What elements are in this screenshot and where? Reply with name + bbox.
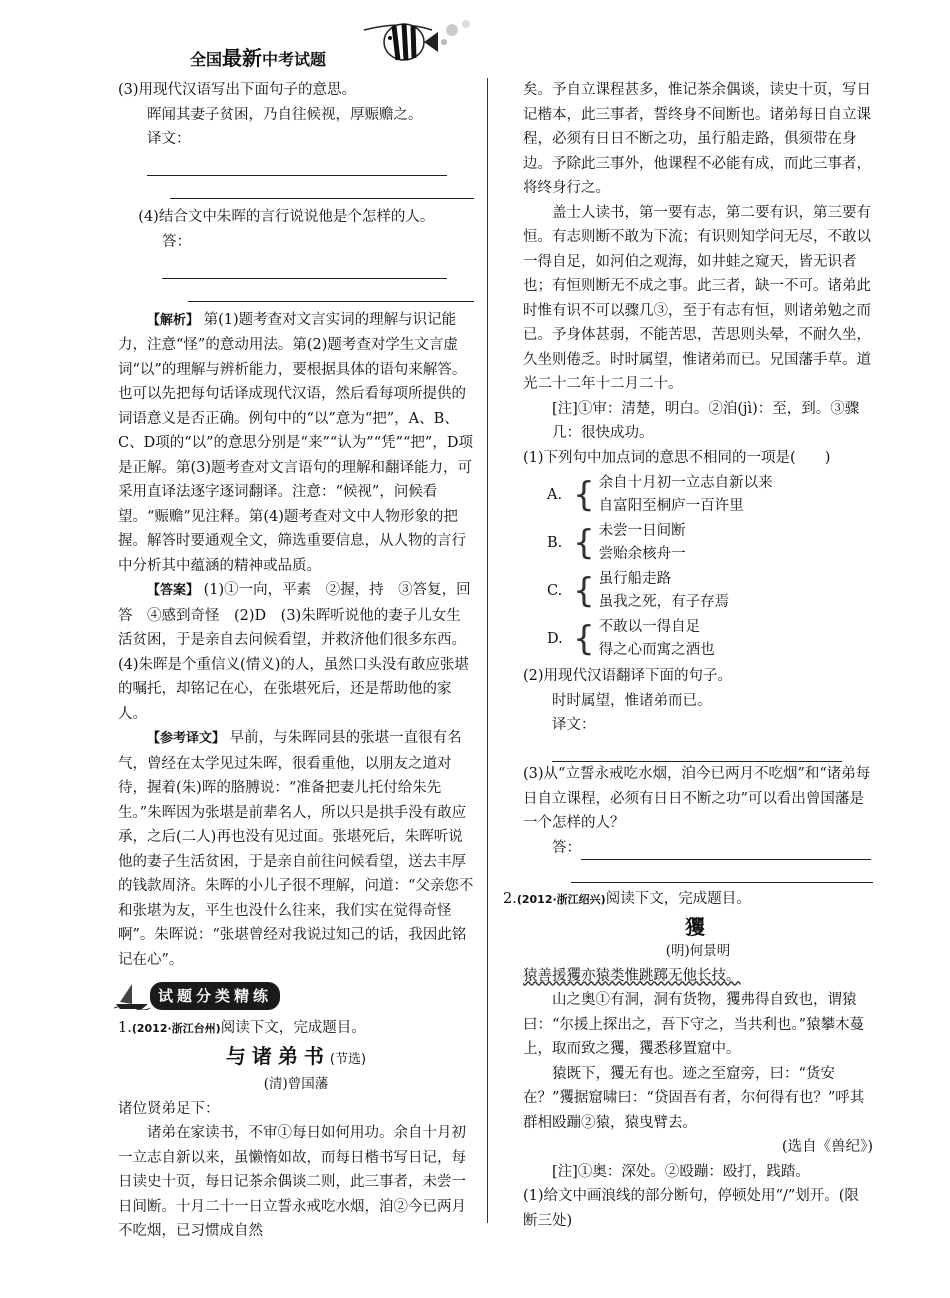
column-divider xyxy=(487,78,488,1223)
sq2-sentence: 时时属望，惟诸弟而已。 xyxy=(552,692,712,709)
choice-b[interactable]: B. { 未尝一日间断 尝贻余核舟一 xyxy=(547,523,686,563)
sub-question-1: (1)下列句中加点词的意思不相同的一项是( ) xyxy=(523,449,831,466)
q4-label: (4)结合文中朱晖的言行说说他是个怎样的人。 xyxy=(138,209,435,225)
translation-paragraph: 【参考译文】 早前，与朱晖同县的张堪一直很有名气，曾经在太学见过朱晖，很看重他，以朋友之道对待，握着(朱)晖的胳膊说：“准备把妻儿托付给朱先生。”朱晖因为张堪是前辈名人，所以只是拱手没有敢应承，之后(二人)再也没有见过面。张堪死后，朱晖听说他的妻子生活贫困，于是亲自前往问候看望，送去丰厚的钱款周济。朱晖的小儿子很不理解，问道：“父亲您不和张堪为友，平生也没什么往来，我们实在觉得奇怪啊”。朱晖说：“张堪曾经对我说过知己的话，我因此铭记在心”。 xyxy=(118,730,474,968)
sq3-answer-line: 答： xyxy=(523,836,873,861)
q3-sentence: 晖闻其妻子贫困，乃自往候视，厚赈赡之。 xyxy=(147,106,423,123)
article-body-start: 诸弟在家读书，不审①每日如何用功。余自十月初一立志自新以来，虽懒惰如故，而每日楷书写日记，每日读史十页，每日记茶余偶谈二则，此三事者，未尝一日间断。十月二十一日立誓永戒吃水烟，洎②今已两月不吃烟，已习惯成自然 xyxy=(118,1125,466,1239)
fish-logo-icon xyxy=(362,12,482,64)
choice-a[interactable]: A. { 余自十月初一立志自新以来 自富阳至桐庐一百许里 xyxy=(547,475,773,515)
article2-p2: 猿既下，玃无有也。迹之至窟旁，曰：“货安在？”玃据窟啸曰：“贷固吾有者，尔何得有也？”呼其群相殴蹦②猿，猿曳臂去。 xyxy=(523,1065,865,1131)
answer-blank[interactable] xyxy=(552,745,842,762)
section-banner xyxy=(114,982,474,1010)
q3-answer-line: 译文： xyxy=(118,127,474,176)
sub-question-4: (1)给文中画浪线的部分断句，停顿处用“/”划开。(限断三处) xyxy=(523,1188,859,1229)
article-title: 与诸弟书(节选) xyxy=(225,1043,367,1068)
sub-question-2: (2)用现代汉语翻译下面的句子。 xyxy=(523,668,733,684)
notes-2: [注]①奥：深处。②殴蹦：殴打，践踏。 xyxy=(552,1163,810,1180)
article2-author: (明)何景明 xyxy=(665,943,731,959)
left-column xyxy=(118,78,474,1244)
article2-title: 玃 xyxy=(685,914,711,939)
right-column xyxy=(503,78,873,1233)
q1-heading: 1.(2012·浙江台州)阅读下文，完成题目。 xyxy=(118,1020,366,1036)
answer-blank[interactable] xyxy=(581,843,871,860)
answer-blank[interactable] xyxy=(162,262,447,279)
sub-question-3: (3)从“立誓永戒吃水烟，洎今已两月不吃烟”和“诸弟每日自立课程，必须有日日不断之功”可以看出曾国藩是一个怎样的人？ xyxy=(523,766,871,831)
answer-blank[interactable] xyxy=(571,860,873,883)
choice-c[interactable]: C. { 虽行船走路 虽我之死，有子存焉 xyxy=(547,571,730,611)
header-title: 全国最新中考试题 xyxy=(190,46,327,70)
article2-source: (选自《兽纪》) xyxy=(781,1139,873,1155)
article2-p1: 山之奥①有洞，洞有货物，玃弗得自致也，谓猿曰：“尔援上探出之，吾下守之，当共利也。”猿攀木蔓上，取而致之玃，玃悉移置窟中。 xyxy=(523,992,865,1057)
answer-blank[interactable] xyxy=(188,279,474,302)
choice-d[interactable]: D. { 不敢以一得自足 得之心而寓之酒也 xyxy=(547,619,715,659)
article-body-p2: 盖士人读书，第一要有志，第二要有识，第三要有恒。有志则断不敢为下流；有识则知学问无尽，不敢以一得自足，如河伯之观海，如井蛙之窥天，皆无识者也；有恒则断无不成之事。此三者，缺一不可。诸弟此时惟有识不可以骤几③，至于有志有恒，则诸弟勉之而已。予身体甚弱，不能苦思，苦思则头晕，不耐久坐，久坐则倦乏。时时属望，惟诸弟而已。兄国藩手草。道光二十二年十二月二十。 xyxy=(523,204,871,392)
q4-answer-line: 答： xyxy=(118,230,474,279)
q2-heading: 2.(2012·浙江绍兴)阅读下文，完成题目。 xyxy=(503,891,751,907)
boat-icon xyxy=(114,982,150,1010)
article-author: (清)曾国藩 xyxy=(263,1076,329,1092)
q3-label: (3)用现代汉语写出下面句子的意思。 xyxy=(118,82,357,98)
sq2-answer-line: 译文： xyxy=(523,713,873,762)
wavy-line-sentence: 猿善援玃亦猿类惟跳踯无他长技。 xyxy=(523,967,741,984)
notes-1: [注]①审：清楚，明白。②洎(jì)：至，到。③骤几：很快成功。 xyxy=(552,400,860,441)
section-banner-label: 试题分类精练 xyxy=(150,982,280,1011)
jiexi-paragraph: 【解析】 第(1)题考查对文言实词的理解与识记能力，注意“怪”的意动用法。第(2)题考查对学生文言虚词“以”的理解与辨析能力，要根据具体的语句来解答。也可以先把每句话译成现代汉语，然后看每项所提供的词语意义是否正确。例句中的“以”意为“把”，A、B、C、D项的“以”的意思分别是“来”“认为”“凭”“把”，D项是正解。第(3)题考查对文言语句的理解和翻译能力，可采用直译法逐字逐词翻译。注意：“候视”，问候看望。“赈赡”见注释。第(4)题考查对文中人物形象的把握。解答时要通观全文，筛选重要信息，从人物的言行中分析其中蕴涵的精神或品质。 xyxy=(118,311,473,574)
answer-blank[interactable] xyxy=(147,159,447,176)
answer-paragraph: 【答案】 (1)①一向，平素 ②握，持 ③答复，回答 ④感到奇怪 (2)D (3)朱晖听说他的妻子儿女生活贫困，于是亲自去问候看望，并救济他们很多东西。(4)朱晖是个重信义(情义)的人，虽然口头没有敢应张堪的嘱托，却铭记在心，在张堪死后，还是帮助他的家人。 xyxy=(118,582,471,722)
page-header xyxy=(190,10,490,70)
greeting: 诸位贤弟足下： xyxy=(118,1100,220,1117)
answer-blank[interactable] xyxy=(170,176,474,199)
article-body-cont: 矣。予自立课程甚多，惟记茶余偶谈，读史十页，写日记楷本，此三事者，誓终身不间断也。诸弟每日自立课程，必须有日日不断之功，虽行船走路，俱须带在身边。予除此三事外，他课程不必能有成，而此三事者，将终身行之。 xyxy=(523,82,871,196)
